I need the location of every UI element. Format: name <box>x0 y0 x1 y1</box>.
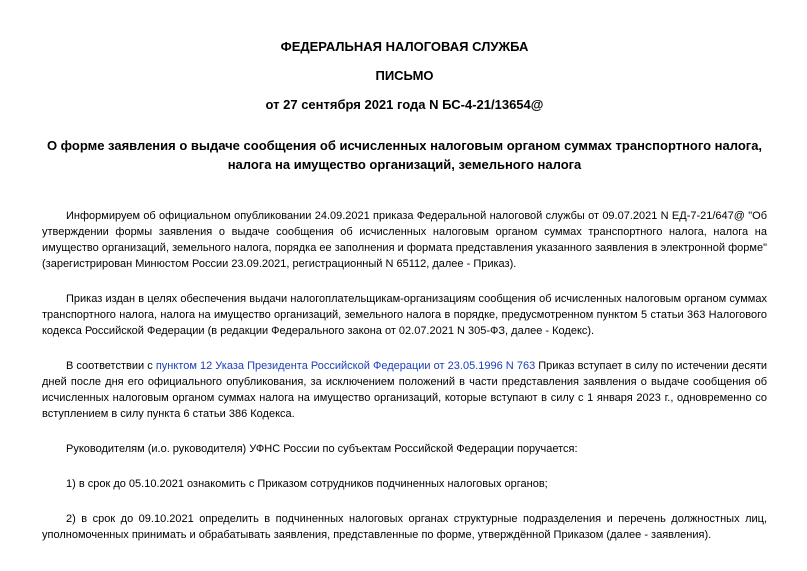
document-date: от 27 сентября 2021 года N БС-4-21/13654@ <box>265 97 544 112</box>
paragraph-instruction-1: 1) в срок до 05.10.2021 ознакомить с Приказом сотрудников подчиненных налоговых органов; <box>66 478 548 490</box>
paragraph-instructions-intro: Руководителям (и.о. руководителя) УФНС России по субъектам Российской Федерации поручается: <box>66 443 578 455</box>
paragraph-text-before-link: В соответствии с <box>66 360 156 372</box>
paragraph-instruction-2: 2) в срок до 09.10.2021 определить в подчиненных налоговых органах структурные подразделения и перечень должностных лиц, уполномоченных принимать и обрабатывать заявления, представленные по форме, утверждённой Приказом (далее - заявления). <box>42 513 767 541</box>
document-type: ПИСЬМО <box>375 68 434 83</box>
paragraph-effective-date <box>42 358 767 422</box>
document-body <box>42 208 767 543</box>
paragraph-publication: Информируем об официальном опубликовании 24.09.2021 приказа Федеральной налоговой службы от 09.07.2021 N ЕД-7-21/647@ "Об утверждении формы заявления о выдаче сообщения об исчисленных налоговым органом суммах транспортного налога, налога на имущество организаций, земельного налога, порядка ее заполнения и формата представления указанного заявления в электронной форме" (зарегистрирован Минюстом России 23.09.2021, регистрационный N 65112, далее - Приказ). <box>42 210 767 270</box>
document-subject: О форме заявления о выдаче сообщения об исчисленных налоговым органом суммах транспортного налога, налога на имущество организаций, земельного налога <box>46 138 763 172</box>
agency-name: ФЕДЕРАЛЬНАЯ НАЛОГОВАЯ СЛУЖБА <box>280 39 529 54</box>
decree-link[interactable]: пунктом 12 Указа Президента Российской Федерации от 23.05.1996 N 763 <box>155 360 536 372</box>
paragraph-text-after-link: Приказ вступает в силу по истечении десяти дней после дня его официального опубликования, за исключением положений в части представления заявления о выдаче сообщения об исчисленных налоговым органом суммах налога на имущество организаций, которые вступают в силу с 1 января 2023 г., одновременно со вступлением в силу пункта 6 статьи 386 Кодекса. <box>42 360 767 420</box>
paragraph-purpose: Приказ издан в целях обеспечения выдачи налогоплательщикам-организациям сообщения об исчисленных налоговым органом суммах транспортного налога, налога на имущество организаций, земельного налога в порядке, предусмотренном пунктом 5 статьи 363 Налогового кодекса Российской Федерации (в редакции Федерального закона от 02.07.2021 N 305-ФЗ, далее - Кодекс). <box>42 293 767 337</box>
